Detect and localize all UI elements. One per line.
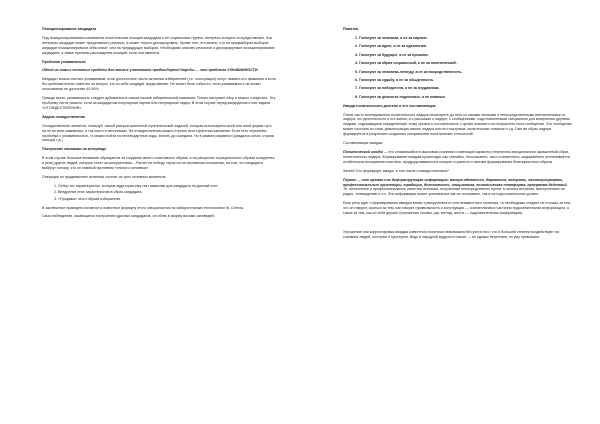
right-column — [343, 27, 573, 244]
list-item: 8. Голосуют за ценности подлинные, а не мнимые. — [359, 95, 573, 100]
paragraph-closing-2: Свои наблюдения, касающиеся построения удачных кандидатов, он облек в форму восьми заповедей: — [42, 214, 215, 219]
paragraph-second-source: Если речь идет о формировании имиджа вновь «раскрученного» или неизвестного политика, то необходимо следить не столько за тем, что он говорит, сколько за тем, как говорит (правильность и конструкция — сознательная и частично подсознательная информация), а также за тем, как он себя держит (положение головы, рук, взгляд, жесты — подсознательная информация). — [343, 201, 571, 216]
paragraph-recognition-2: Прежде всего, узнаваемость следует добиваться в самом начале избирательной кампании. Потом наступает сбор и можно з апустить. Эту проблему легче решить, если за кандидатом популярная партия или популярный лидер. В этом случае перед кандидатом стоит задача «ОТОЖДЕСТВЛЕНИЯ». — [42, 96, 276, 110]
list-item: 1. Голосуют за человека, а не за партию. — [359, 36, 573, 41]
list-item: 1. Отбор тех характеристик, которые аудитория ему такт важными для кандидата на данный пост. — [58, 184, 276, 189]
definition-political-image: — это сложившийся в массовом сознании и имеющий характер стереотипа эмоционально окрашенный образ политического лидера. Формирование имиджа происходит как стихийно, неосознанно, так и сознательно, когдаadtelено отслеживается особенности восприятия политика, продуцировавшегося которое стратегии и тактики формирования благоприятного образа. — [343, 150, 570, 164]
heading-identification: Задача отождествления — [42, 114, 85, 119]
paragraph-closing-1: В заключение приведем основное и известное формулу этого специалистом по избирательным технологиям Ж. Сегела. — [42, 205, 244, 210]
heading-recognition: Проблема узнаваемости — [42, 59, 86, 64]
paragraph-image: Очень часто последователи политического лидера несмотрите до него со своими личными и непосредственными впечатлениями от лидера, его деятельности и его жизни, а с рассказах о лидере, с сообщениями, подготовленными специально для восприятия другими людьми, содержащими определенную точку зрения и состоятельные с целью повлиять на получателя этого сообщения. Это сообщение может состоять из слов, демонстрации самого лидера или его поступков, политических новинок и т.д. Сам же образ лидера формируется в результате созданных специальных политических технологий. — [343, 112, 572, 137]
heading-image: Имидж политического деятеля и его составляющие — [343, 103, 436, 108]
list-item: 3. «Продажа» этого образа избирателю. — [58, 197, 276, 202]
paragraph-first-source — [343, 178, 573, 198]
paragraph-identification: Отождествление является, пожалуй, самой распространенной стратегической задачей, которая используется всей или иной форме чуть ли не во всех кампаниях, а так часто и неполными. На отождествлении можно строить всю стратегию кампании. Если есть серьезная проблема с узнаваемостью, то можно пойти на нестандартные ходы, вплоть до скандала. Но в рамках разумного (раздался ольги, страна пальца) т.д.) — [42, 123, 274, 143]
first-source-lead: Первое — это прямая или диформирующая информация: манера одеваться, держаться, говорить, жестикулировать, профессиональные ориентиры, традиции, деловитость, инициатива, политическая платформа, программа действий. — [343, 177, 568, 187]
list-item: 4. Голосуют за образ социальный, а не за политический. — [359, 61, 573, 66]
heading-positioning: Позиционирование кандидата — [42, 27, 97, 31]
list-item: 3. Голосуют за будущее, а не за прошлое. — [359, 53, 573, 58]
paragraph-operations-lead: Операции по продвижению политика состоят из трех основных моментов: — [42, 174, 167, 179]
heading-commandments: Памятка. — [343, 27, 359, 31]
paragraph-political-image — [343, 150, 573, 165]
paragraph-question: Зачем? Кто формирует имидж, в том числе и имидж политика? — [343, 168, 449, 173]
list-item: 2. Внедрение этих характеристик в образ кандидата. — [58, 190, 276, 195]
left-column — [42, 27, 276, 223]
paragraph-recognition-1: Кандидат можно считать узнаваемым, если достаточное число активных избирателей (т.е. голосующих) могут назвать его фамилию и если бы приблизительно ответить на вопрос, кто из себя кандидат представляет. Не может быть гибкости, если узнаваемость не может голосовании не достигает 40-50%. — [42, 77, 276, 92]
paragraph-final: Улучшение или корректировка имиджа известного политика невозможна без учета того, что в большей степени воздействуют на сознание людей, поступки и проступки. Ведь в народной мудрости гласит — по одежке встречают, по уму провожают. — [343, 229, 559, 239]
list-item: 6. Голосуют за судьбу, а не за обыденность. — [359, 78, 573, 83]
paragraph-campaign-building: В этом случае большое внимание обращается на создание своего позитивного образа, а на раскрытие отрицательного образа конкурента и (или) других людей, которые стоят за конкурентами... Расчет на победу строится на противном положении, на том, что кандидата выберут потому, что он главный противник «плохого человека». — [42, 156, 275, 171]
paragraph-recognition-lead: Одной из самых основных проблем для многих участников предвыборной борьбы — это проблема УЗНАВАЕМОСТИ. — [42, 68, 259, 73]
commandments-list — [343, 36, 573, 100]
first-source-text: Те. личностные и профессиональные качества политика, полученные непосредственно путем: в личных встречах, выступлениях по радио, телевидению и т.п. Эта информация может усиливаться как не осознавать, так и на подсознательном уровне. — [343, 187, 565, 197]
heading-campaign-building: Построение кампании на контрподе — [42, 147, 107, 152]
list-item: 7. Голосуют за победителя, а не за неудачника. — [359, 86, 573, 91]
operations-list — [42, 184, 276, 202]
paragraph-positioning: Под позиционированием понимается политическая позиция кандидата и ее социальные группы, интересы которых он представляет. Эти интересы кандидат может представлять реально, а может только декларировать. Кроме того, его можно, что на предвыборах выборах кандидат позиционировали себя иначе, чем на предыдущих выборах. Необходимо описать реальное и декларируемое позиционирование кандидата, а также причины расхождения позиций, если они имеются. — [42, 35, 275, 55]
list-item: 2. Голосуют за идею, а не за идеологию. — [359, 44, 573, 49]
list-item: 5. Голосуют за человека-легенду, а не за посредственность. — [359, 70, 573, 75]
heading-components: Составляющие имиджа — [343, 141, 383, 146]
term-political-image: Политический имидж — [343, 150, 383, 154]
